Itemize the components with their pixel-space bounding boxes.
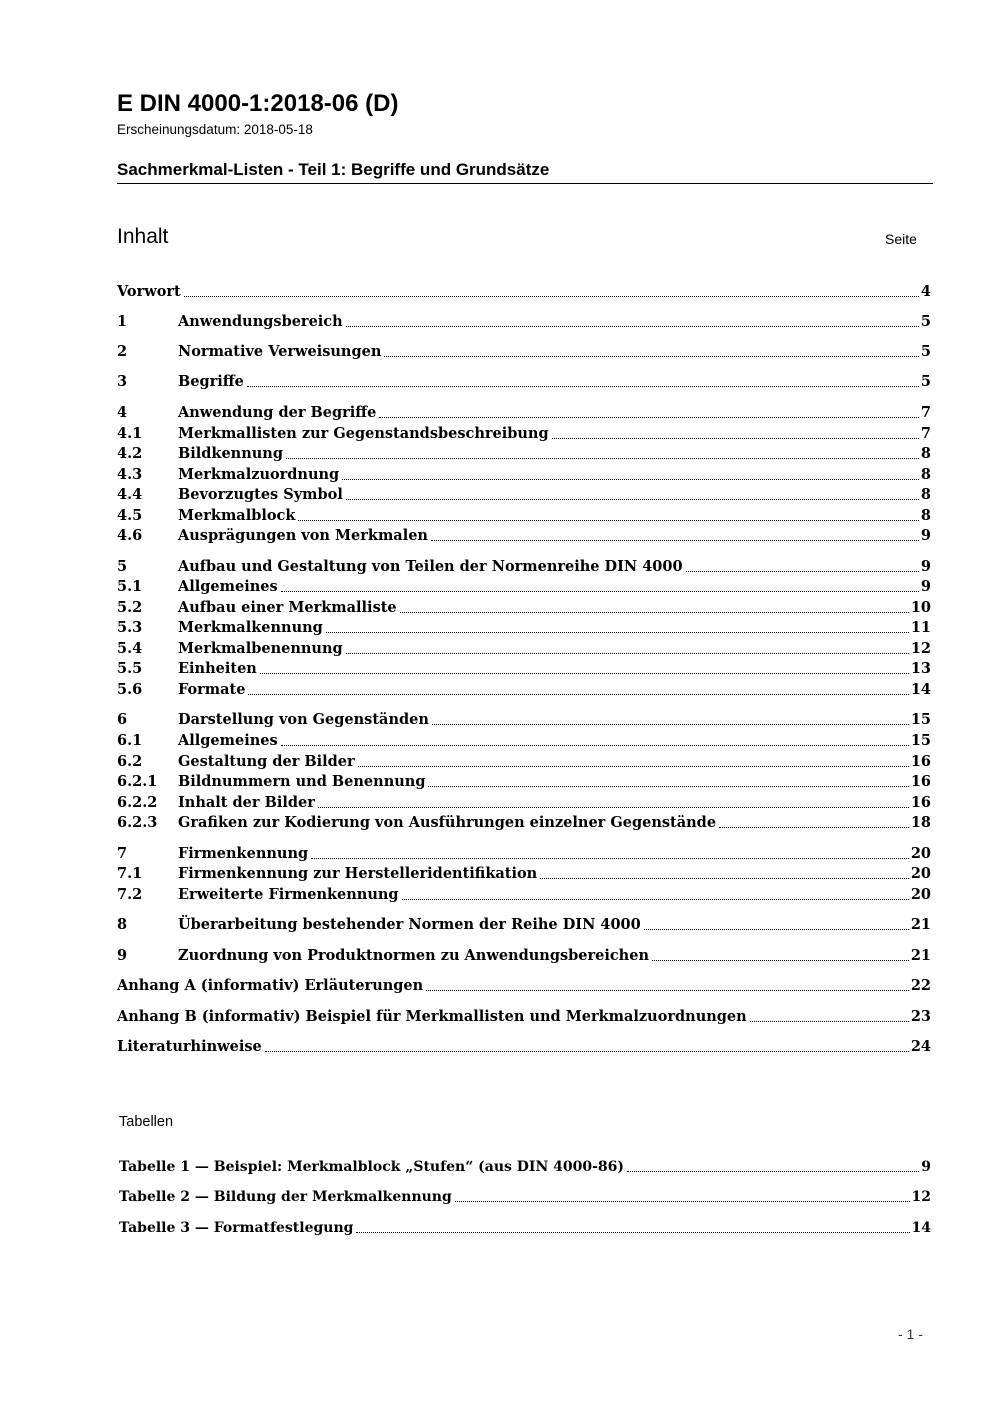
toc-entry-number: 6.2 bbox=[117, 753, 143, 770]
dot-leader bbox=[260, 673, 909, 674]
toc-entry-number: 5.1 bbox=[117, 578, 143, 595]
toc-entry-page: 8 bbox=[920, 507, 931, 524]
toc-entry-number: 1 bbox=[117, 313, 128, 330]
toc-entry-page: 20 bbox=[910, 845, 931, 862]
toc-entry-page: 15 bbox=[910, 732, 931, 749]
toc-entry-page: 5 bbox=[920, 343, 931, 360]
dot-leader bbox=[686, 571, 919, 572]
toc-entry[interactable] bbox=[117, 576, 931, 596]
toc-entry[interactable] bbox=[117, 792, 931, 812]
dot-leader bbox=[750, 1021, 909, 1022]
dot-leader bbox=[719, 827, 909, 828]
dot-leader bbox=[326, 632, 909, 633]
toc-entry[interactable] bbox=[117, 658, 931, 678]
toc-entry[interactable] bbox=[117, 443, 931, 463]
toc-entry-page: 16 bbox=[910, 753, 931, 770]
toc-entry-number: 6.1 bbox=[117, 732, 143, 749]
toc-entry[interactable] bbox=[117, 371, 931, 391]
toc-entry-number: 9 bbox=[117, 947, 128, 964]
toc-entry-page: 13 bbox=[910, 660, 931, 677]
dot-leader bbox=[248, 694, 908, 695]
dot-leader bbox=[184, 296, 919, 297]
toc-entry-number: 4.4 bbox=[117, 486, 143, 503]
toc-entry-title: Gestaltung der Bilder bbox=[178, 753, 355, 770]
toc-entry-title: Allgemeines bbox=[178, 578, 278, 595]
toc-entry-title: Erweiterte Firmenkennung bbox=[178, 886, 399, 903]
dot-leader bbox=[627, 1171, 919, 1172]
toc-entry-title: Grafiken zur Kodierung von Ausführungen einzelner Gegenstände bbox=[178, 814, 717, 831]
toc-entry-title: Merkmalbenennung bbox=[178, 640, 343, 657]
dot-leader bbox=[652, 960, 909, 961]
toc-entry-number: 5.6 bbox=[117, 681, 143, 698]
toc-entry[interactable] bbox=[117, 730, 931, 750]
dot-leader bbox=[298, 520, 919, 521]
toc-entry-title: Zuordnung von Produktnormen zu Anwendungsbereichen bbox=[178, 947, 649, 964]
dot-leader bbox=[428, 786, 908, 787]
toc-entry-page: 5 bbox=[920, 313, 931, 330]
dot-leader bbox=[265, 1051, 909, 1052]
toc-page-label: Seite bbox=[885, 231, 917, 247]
toc-entry-page: 12 bbox=[911, 1189, 931, 1205]
toc-entry-page: 9 bbox=[920, 578, 931, 595]
tables-heading: Tabellen bbox=[119, 1114, 174, 1130]
toc-entry-title: Inhalt der Bilder bbox=[178, 794, 315, 811]
toc-entry-title: Allgemeines bbox=[178, 732, 278, 749]
dot-leader bbox=[346, 499, 919, 500]
toc-entry-number: 4 bbox=[117, 404, 128, 421]
toc-entry-title: Aufbau und Gestaltung von Teilen der Normenreihe DIN 4000 bbox=[178, 558, 683, 575]
dot-leader bbox=[342, 479, 919, 480]
toc-entry[interactable] bbox=[119, 1217, 931, 1237]
toc-entry[interactable] bbox=[117, 402, 931, 422]
toc-entry[interactable] bbox=[117, 914, 931, 934]
toc-entry-title: Merkmallisten zur Gegenstandsbeschreibung bbox=[178, 425, 549, 442]
toc-entry[interactable] bbox=[117, 945, 931, 965]
toc-entry[interactable] bbox=[117, 464, 931, 484]
toc-entry-number: 4.1 bbox=[117, 425, 143, 442]
dot-leader bbox=[358, 766, 909, 767]
dot-leader bbox=[318, 807, 909, 808]
toc-entry-number: 4.6 bbox=[117, 527, 143, 544]
toc-entry[interactable] bbox=[117, 771, 931, 791]
toc-entry-number: 6 bbox=[117, 711, 128, 728]
toc-entry-title: Firmenkennung bbox=[178, 845, 309, 862]
document-title: E DIN 4000-1:2018-06 (D) bbox=[117, 90, 399, 117]
toc-entry-page: 9 bbox=[920, 527, 931, 544]
toc-entry-title: Anhang B (informativ) Beispiel für Merkmallisten und Merkmalzuordnungen bbox=[117, 1008, 747, 1025]
toc-entry-title: Einheiten bbox=[178, 660, 257, 677]
dot-leader bbox=[644, 929, 909, 930]
dot-leader bbox=[384, 356, 919, 357]
toc-entry[interactable] bbox=[117, 597, 931, 617]
dot-leader bbox=[552, 438, 919, 439]
document-subtitle: Sachmerkmal-Listen - Teil 1: Begriffe und Grundsätze bbox=[117, 160, 550, 179]
toc-entry[interactable] bbox=[117, 617, 931, 637]
dot-leader bbox=[426, 990, 909, 991]
dot-leader bbox=[346, 653, 909, 654]
dot-leader bbox=[281, 591, 919, 592]
toc-entry[interactable] bbox=[117, 311, 931, 331]
toc-entry[interactable] bbox=[117, 505, 931, 525]
toc-entry[interactable] bbox=[119, 1156, 931, 1176]
dot-leader bbox=[247, 386, 919, 387]
toc-entry[interactable] bbox=[117, 1006, 931, 1026]
toc-entry-page: 21 bbox=[910, 947, 931, 964]
toc-entry-number: 5.5 bbox=[117, 660, 143, 677]
toc-entry-page: 23 bbox=[910, 1008, 931, 1025]
toc-entry-page: 10 bbox=[910, 599, 931, 616]
toc-entry-title: Bevorzugtes Symbol bbox=[178, 486, 343, 503]
toc-entry-page: 7 bbox=[920, 425, 931, 442]
toc-entry[interactable] bbox=[117, 975, 931, 995]
toc-entry-number: 8 bbox=[117, 916, 128, 933]
toc-entry-page: 4 bbox=[920, 283, 931, 300]
dot-leader bbox=[431, 540, 919, 541]
toc-entry-page: 22 bbox=[910, 977, 931, 994]
toc-entry[interactable] bbox=[117, 843, 931, 863]
toc-entry-page: 14 bbox=[910, 681, 931, 698]
toc-entry-title: Normative Verweisungen bbox=[178, 343, 382, 360]
dot-leader bbox=[400, 612, 909, 613]
dot-leader bbox=[286, 458, 919, 459]
toc-entry-number: 5 bbox=[117, 558, 128, 575]
toc-entry[interactable] bbox=[117, 709, 931, 729]
toc-entry-title: Merkmalblock bbox=[178, 507, 296, 524]
toc-entry-title: Anwendung der Begriffe bbox=[178, 404, 377, 421]
dot-leader bbox=[379, 417, 919, 418]
toc-entry-number: 4.5 bbox=[117, 507, 143, 524]
dot-leader bbox=[402, 899, 909, 900]
toc-entry-title: Merkmalkennung bbox=[178, 619, 323, 636]
toc-entry-title: Firmenkennung zur Herstelleridentifikation bbox=[178, 865, 538, 882]
toc-entry[interactable] bbox=[117, 884, 931, 904]
page-number: - 1 - bbox=[898, 1326, 923, 1342]
toc-entry-page: 9 bbox=[920, 558, 931, 575]
toc-entry-number: 6.2.2 bbox=[117, 794, 158, 811]
toc-entry-page: 9 bbox=[921, 1159, 931, 1175]
toc-entry-page: 20 bbox=[910, 886, 931, 903]
toc-entry[interactable] bbox=[117, 423, 931, 443]
toc-entry[interactable] bbox=[117, 1036, 931, 1056]
dot-leader bbox=[281, 745, 909, 746]
toc-entry-number: 2 bbox=[117, 343, 128, 360]
toc-entry-number: 4.2 bbox=[117, 445, 143, 462]
toc-entry-page: 21 bbox=[910, 916, 931, 933]
toc-entry[interactable] bbox=[117, 556, 931, 576]
toc-entry-title: Überarbeitung bestehender Normen der Reihe DIN 4000 bbox=[178, 916, 641, 933]
toc-entry[interactable] bbox=[117, 638, 931, 658]
toc-entry-title: Darstellung von Gegenständen bbox=[178, 711, 429, 728]
toc-entry-title: Begriffe bbox=[178, 373, 244, 390]
toc-entry-title: Tabelle 2 — Bildung der Merkmalkennung bbox=[119, 1189, 452, 1205]
toc-entry-page: 5 bbox=[920, 373, 931, 390]
dot-leader bbox=[356, 1232, 909, 1233]
toc-entry-number: 5.4 bbox=[117, 640, 143, 657]
header-divider bbox=[117, 183, 933, 184]
toc-entry[interactable] bbox=[117, 863, 931, 883]
toc-entry-title: Formate bbox=[178, 681, 246, 698]
toc-entry-page: 7 bbox=[920, 404, 931, 421]
toc-entry-title: Tabelle 1 — Beispiel: Merkmalblock „Stufen“ (aus DIN 4000-86) bbox=[119, 1159, 625, 1175]
toc-entry-page: 16 bbox=[910, 794, 931, 811]
toc-entry-number: 7.1 bbox=[117, 865, 143, 882]
toc-entry[interactable] bbox=[117, 281, 931, 301]
toc-entry[interactable] bbox=[117, 679, 931, 699]
toc-entry-title: Anhang A (informativ) Erläuterungen bbox=[117, 977, 424, 994]
dot-leader bbox=[455, 1201, 910, 1202]
toc-entry[interactable] bbox=[119, 1186, 931, 1206]
toc-entry-title: Literaturhinweise bbox=[117, 1038, 262, 1055]
toc-entry-page: 8 bbox=[920, 466, 931, 483]
toc-entry-page: 11 bbox=[910, 619, 931, 636]
toc-entry-page: 24 bbox=[910, 1038, 931, 1055]
dot-leader bbox=[311, 858, 909, 859]
toc-entry-title: Bildnummern und Benennung bbox=[178, 773, 426, 790]
toc-entry-number: 3 bbox=[117, 373, 128, 390]
toc-entry-title: Ausprägungen von Merkmalen bbox=[178, 527, 428, 544]
toc-entry-page: 14 bbox=[911, 1220, 931, 1236]
toc-entry-title: Aufbau einer Merkmalliste bbox=[178, 599, 397, 616]
toc-entry-number: 7.2 bbox=[117, 886, 143, 903]
toc-entry-title: Merkmalzuordnung bbox=[178, 466, 340, 483]
toc-entry-page: 8 bbox=[920, 486, 931, 503]
toc-entry-title: Anwendungsbereich bbox=[178, 313, 343, 330]
toc-entry-number: 4.3 bbox=[117, 466, 143, 483]
toc-entry[interactable] bbox=[117, 341, 931, 361]
dot-leader bbox=[540, 878, 909, 879]
dot-leader bbox=[432, 724, 909, 725]
publication-date: Erscheinungsdatum: 2018-05-18 bbox=[117, 122, 313, 137]
toc-entry[interactable] bbox=[117, 484, 931, 504]
toc-entry-page: 8 bbox=[920, 445, 931, 462]
dot-leader bbox=[346, 326, 919, 327]
toc-entry[interactable] bbox=[117, 751, 931, 771]
toc-entry-title: Vorwort bbox=[117, 283, 181, 300]
toc-entry-page: 16 bbox=[910, 773, 931, 790]
toc-heading: Inhalt bbox=[117, 225, 169, 248]
toc-entry-number: 5.3 bbox=[117, 619, 143, 636]
toc-entry-number: 7 bbox=[117, 845, 128, 862]
toc-entry-title: Tabelle 3 — Formatfestlegung bbox=[119, 1220, 354, 1236]
toc-entry-page: 12 bbox=[910, 640, 931, 657]
toc-entry[interactable] bbox=[117, 812, 931, 832]
toc-entry-number: 5.2 bbox=[117, 599, 143, 616]
toc-entry-number: 6.2.3 bbox=[117, 814, 158, 831]
toc-entry-title: Bildkennung bbox=[178, 445, 283, 462]
toc-entry[interactable] bbox=[117, 525, 931, 545]
toc-entry-number: 6.2.1 bbox=[117, 773, 158, 790]
toc-entry-page: 20 bbox=[910, 865, 931, 882]
toc-entry-page: 15 bbox=[910, 711, 931, 728]
toc-entry-page: 18 bbox=[910, 814, 931, 831]
